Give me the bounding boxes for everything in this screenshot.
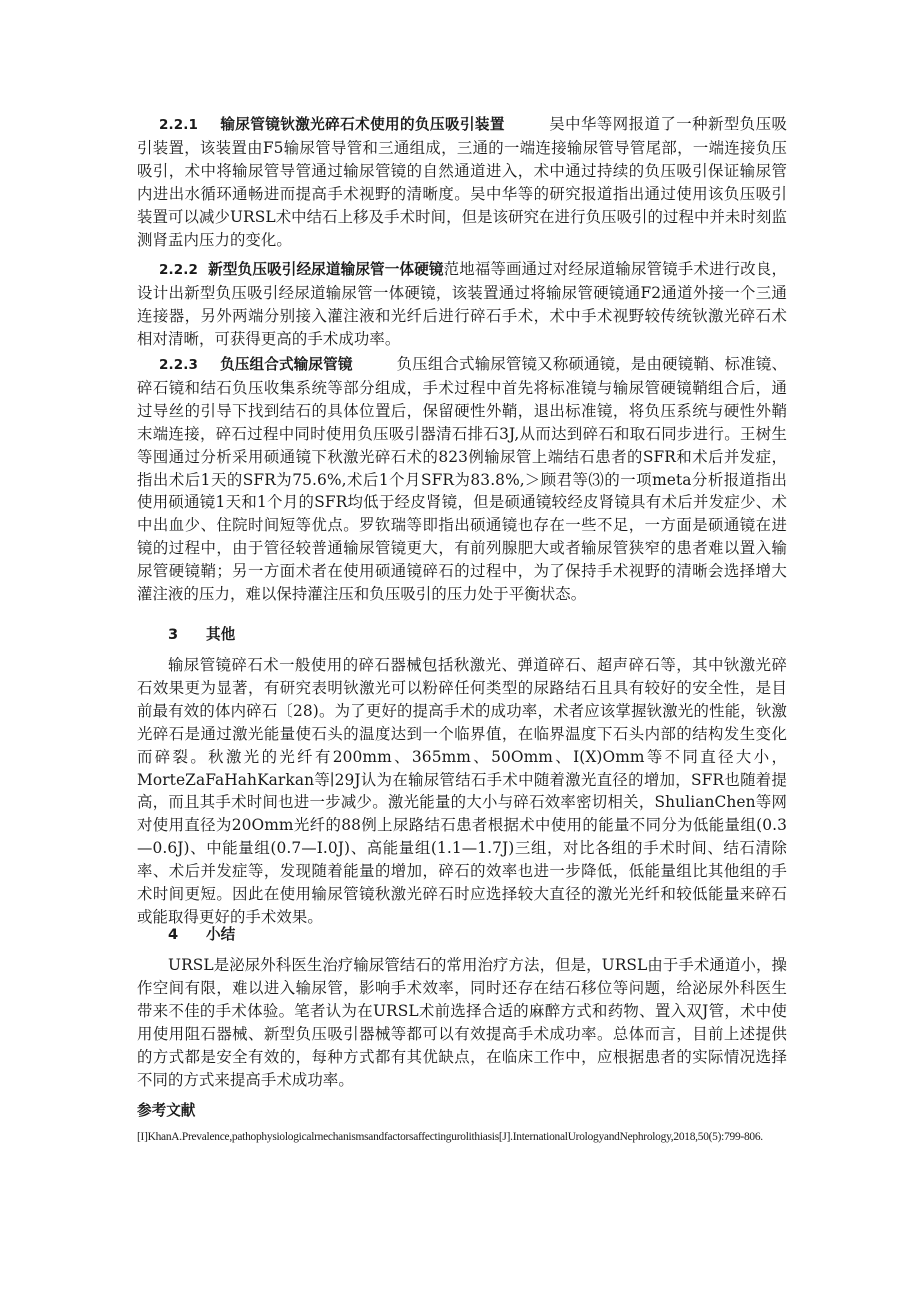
section-heading: 负压组合式输尿管镜 — [219, 356, 353, 373]
section-4-body: URSL是泌尿外科医生治疗输尿管结石的常用治疗方法，但是，URSL由于手术通道小，操作空间有限，难以进入输尿管，影响手术效率，同时还存在结石移位等问题，给泌尿外科医生带来不佳的手术体验。笔者认为在URSL术前选择合适的麻醉方式和药物、置入双J管，术中使用使用阻石器械、新型负压吸引器械等都可以有效提高手术成功率。总体而言，目前上述提供的方式都是安全有效的，每种方式都有其优缺点，在临床工作中，应根据患者的实际情况选择不同的方式来提高手术成功率。 — [137, 956, 787, 1089]
section-heading: 其他 — [206, 626, 236, 643]
section-body: 负压组合式输尿管镜又称硕通镜，是由硬镜鞘、标准镜、碎石镜和结石负压收集系统等部分组成，手术过程中首先将标准镜与输尿管硬镜鞘组合后，通过导丝的引导下找到结石的具体位置后，保留硬性外鞘，退出标准镜，将负压系统与硬性外鞘末端连接，碎石过程中同时使用负压吸引器清石排石3J,从而达到碎石和取石同步进行。王树生等囤通过分析采用硕通镜下秋激光碎石术的823例输尿管上端结石患者的SFR和术后并发症，指出术后1天的SFR为75.6%,术后1个月SFR为83.8%,＞顾君等⑶的一项meta分析报道指出使用硕通镜1天和1个月的SFR均低于经皮肾镜，但是硕通镜较经皮肾镜具有术后并发症少、术中出血少、住院时间短等优点。罗钦瑞等即指出硕通镜也存在一些不足，一方面是硕通镜在进镜的过程中，由于管径较普通输尿管镜更大，有前列腺肥大或者输尿管狭窄的患者难以置入输尿管硬镜鞘；另一方面术者在使用硕通镜碎石的过程中，为了保持手术视野的清晰会选择增大灌注液的压力，难以保持灌注压和负压吸引的压力处于平衡状态。 — [137, 355, 787, 604]
section-number: 3 — [168, 626, 179, 643]
section-number: 2.2.1 — [159, 117, 198, 133]
section-heading: 小结 — [206, 926, 236, 943]
section-4-heading — [168, 925, 235, 945]
reference-item: [I]KhanA.Prevalence,pathophysiologicalrnechanismsandfactorsaffectingurolithiasis[J].InternationalUrologyandNephrology,2018,50(5):799-806. — [137, 1131, 763, 1143]
section-body: 吴中华等网报道了一种新型负压吸引装置，该装置由F5输尿管导管和三通组成，三通的一端连接输尿管导管尾部，一端连接负压吸引，术中将输尿管导管通过输尿管镜的自然通道进入，术中通过持续的负压吸引保证输尿管内进出水循环通畅进而提高手术视野的清晰度。吴中华等的研究报道指出通过使用该负压吸引装置可以减少URSL术中结石上移及手术时间，但是该研究在进行负压吸引的过程中并未时刻监测肾盂内压力的变化。 — [137, 115, 787, 249]
section-3-body: 输尿管镜碎石术一般使用的碎石器械包括秋激光、弹道碎石、超声碎石等，其中钬激光碎石效果更为显著，有研究表明钬激光可以粉碎任何类型的尿路结石且具有较好的安全性，是目前最有效的体内碎石〔28)。为了更好的提高手术的成功率，术者应该掌握钬激光的性能，钬激光碎石是通过激光能量使石头的温度达到一个临界值，在临界温度下石头内部的结构发生变化而碎裂。秋激光的光纤有200mm、365mm、50Omm、I(X)Omm等不同直径大小，MorteZaFaHahKarkan等∣29J认为在输尿管结石手术中随着激光直径的增加，SFR也随着提高，而且其手术时间也进一步减少。激光能量的大小与碎石效率密切相关，ShulianChen等网对使用直径为20Omm光纤的88例上尿路结石患者根据术中使用的能量不同分为低能量组(0.3—0.6J)、中能量组(0.7—I.0J)、高能量组(1.1—1.7J)三组，对比各组的手术时间、结石清除率、术后并发症等，发现随着能量的增加，碎石的效率也进一步降低，低能量组比其他组的手术时间更短。因此在使用输尿管镜秋激光碎石时应选择较大直径的激光光纤和较低能量来碎石或能取得更好的手术效果。 — [137, 656, 787, 926]
section-2-2-1 — [137, 113, 787, 251]
references-heading: 参考文献 — [137, 1102, 196, 1119]
section-number: 2.2.2 — [159, 262, 198, 278]
section-3-heading — [168, 625, 235, 645]
section-heading: 输尿管镜钬激光碎石术使用的负压吸引装置 — [219, 116, 505, 133]
section-heading: 新型负压吸引经尿道输尿管一体硬镜 — [208, 261, 444, 278]
section-2-2-3 — [137, 353, 787, 606]
section-number: 4 — [168, 926, 179, 943]
section-number: 2.2.3 — [159, 357, 198, 373]
section-2-2-2 — [137, 258, 787, 351]
section-body: 范地福等画通过对经尿道输尿管镜手术进行改良，设计出新型负压吸引经尿道输尿管一体硬镜，该装置通过将输尿管硬镜通F2通道外接一个三通连接器，另外两端分别接入灌注液和光纤后进行碎石手术，术中手术视野较传统钬激光碎石术相对清晰，可获得更高的手术成功率。 — [137, 260, 787, 348]
